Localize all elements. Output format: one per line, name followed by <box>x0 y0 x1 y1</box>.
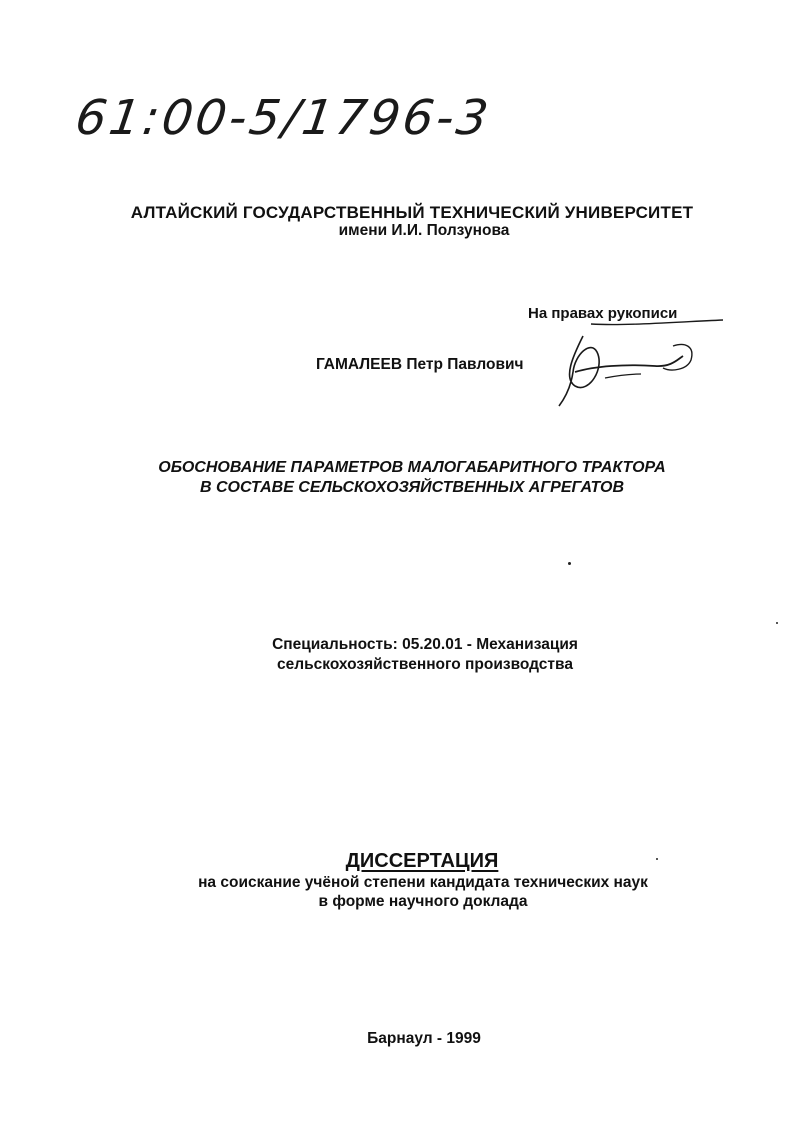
archive-code-text: 61:00-5/1796-3 <box>72 90 495 146</box>
signature-icon <box>545 316 735 412</box>
dissertation-form-line: в форме научного доклада <box>318 893 528 910</box>
scan-speck <box>656 858 658 860</box>
manuscript-note: На правах рукописи <box>528 305 678 322</box>
author-name: ГАМАЛЕЕВ Петр Павлович <box>316 356 524 373</box>
place-and-year: Барнаул - 1999 <box>367 1030 481 1047</box>
dissertation-degree-line: на соискание учёной степени кандидата технических наук <box>198 874 648 891</box>
scan-speck <box>568 562 571 565</box>
specialty-line-2: сельскохозяйственного производства <box>277 656 573 673</box>
scan-speck <box>776 622 778 624</box>
specialty-line-1: Специальность: 05.20.01 - Механизация <box>272 636 578 653</box>
university-name: АЛТАЙСКИЙ ГОСУДАРСТВЕННЫЙ ТЕХНИЧЕСКИЙ УНИВЕРСИТЕТ <box>130 203 694 222</box>
university-named-after: имени И.И. Ползунова <box>338 222 510 239</box>
handwritten-archive-code <box>72 90 536 160</box>
dissertation-heading: ДИССЕРТАЦИЯ <box>345 850 499 872</box>
thesis-title-line-1: ОБОСНОВАНИЕ ПАРАМЕТРОВ МАЛОГАБАРИТНОГО ТРАКТОРА <box>158 459 666 476</box>
thesis-title-line-2: В СОСТАВЕ СЕЛЬСКОХОЗЯЙСТВЕННЫХ АГРЕГАТОВ <box>199 479 625 496</box>
